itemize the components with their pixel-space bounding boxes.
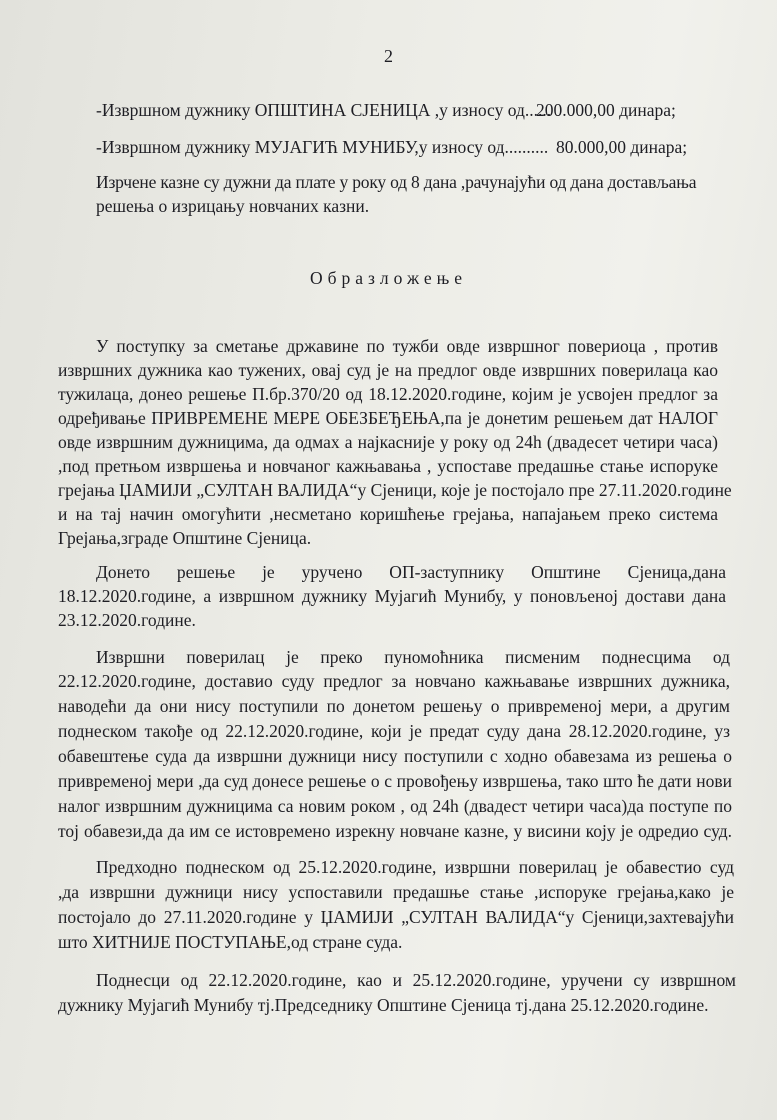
section-heading: Образложење: [309, 268, 468, 288]
debtor-line-2-text: -Извршном дужнику МУЈАГИЋ МУНИБУ,у износу од..........: [96, 137, 549, 157]
paragraph-1-line: и на тај начин омогућити ,несметано коришћење грејања, напајањем преко система: [58, 504, 718, 524]
paragraph-3-line: налог извршним дужницима са новим роком , од 24h (двадест четири часа)да поступе по: [58, 796, 732, 816]
paragraph-1-line: извршних дужника као тужених, овај суд је на предлог овде извршних поверилаца као: [58, 360, 718, 380]
paragraph-5-line: Поднесци од 22.12.2020.године, као и 25.12.2020.године, уручени су извршном: [96, 970, 736, 990]
paragraph-3-line: тој обавези,да да им се истовремено изрекну новчане казне, у висини коју је одредио суд.: [58, 821, 732, 841]
paragraph-4-line: ,да извршни дужници нису успоставили предашње стање ,испоруке грејања,како је: [58, 882, 734, 902]
payment-note-line-2: решења о изрицању новчаних казни.: [96, 196, 370, 216]
paragraph-1-line: одређивање ПРИВРЕМЕНЕ МЕРЕ ОБЕЗБЕЂЕЊА,па је донетим решењем дат НАЛОГ: [58, 408, 718, 428]
paragraph-4-line: постојало до 27.11.2020.године у ЏАМИЈИ „СУЛТАН ВАЛИДА“у Сјеници,захтевајући: [58, 907, 734, 927]
paragraph-2-line: Донето решење је уручено ОП-заступнику Општине Сјеница,дана: [96, 562, 726, 582]
paragraph-1-line: тужилаца, донео решење П.бр.370/20 од 18.12.2020.године, којим је усвојен предлог за: [58, 384, 718, 404]
paragraph-1-line: ,под претњом извршења и новчаног кажњавања , успоставе предашње стање испоруке: [58, 456, 718, 476]
debtor-line-2-amount: 80.000,00 динара;: [556, 137, 688, 157]
paragraph-5-line: дужнику Мујагић Мунибу тј.Председнику Општине Сјеница тј.дана 25.12.2020.године.: [58, 995, 709, 1015]
paragraph-3-line: привременој мери ,да суд донесе решење о с провођењу извршења, тако што ће дати нови: [58, 771, 732, 791]
paragraph-1-line: овде извршним дужницима, да одмах а најкасније у року од 24h (двадесет четири часа): [58, 432, 718, 452]
paragraph-3-line: поднеском такође од 22.12.2020.године, који је предат суду дана 28.12.2020.године, уз: [58, 721, 730, 741]
debtor-line-1-amount: 200.000,00 динара;: [536, 100, 676, 120]
paragraph-1-line: Грејања,зграде Општине Сјеница.: [58, 528, 312, 548]
payment-note-line-1: Изрчене казне су дужни да плате у року од 8 дана ,рачунајући од дана достављања: [96, 172, 697, 192]
paragraph-3-line: обавештење суда да извршни дужници нису поступили с ходно обавезама из решења о: [58, 746, 732, 766]
debtor-line-1-text: -Извршном дужнику ОПШТИНА СЈЕНИЦА ,у износу од......: [96, 100, 552, 120]
paragraph-3-line: Извршни поверилац је преко пуномоћника писменим поднесцима од: [96, 647, 730, 667]
paragraph-3-line: 22.12.2020.године, доставио суду предлог за новчано кажњавање извршних дужника,: [58, 671, 730, 691]
paragraph-2-line: 18.12.2020.године, а извршном дужнику Мујагић Мунибу, у поновљеној достави дана: [58, 586, 726, 606]
page-number: 2: [384, 46, 393, 66]
paragraph-4-line: Предходно поднеском од 25.12.2020.године, извршни поверилац је обавестио суд: [96, 857, 734, 877]
paragraph-3-line: наводећи да они нису поступили по донетом решењу о привременој мери, а другим: [58, 696, 730, 716]
paragraph-2-line: 23.12.2020.године.: [58, 610, 196, 630]
paragraph-4-line: што ХИТНИЈЕ ПОСТУПАЊЕ,од стране суда.: [58, 932, 403, 952]
paragraph-1-line: У поступку за сметање државине по тужби овде извршног повериоца , против: [96, 336, 718, 356]
paragraph-1-line: грејања ЏАМИЈИ „СУЛТАН ВАЛИДА“у Сјеници, које је постојало пре 27.11.2020.године: [58, 480, 732, 500]
